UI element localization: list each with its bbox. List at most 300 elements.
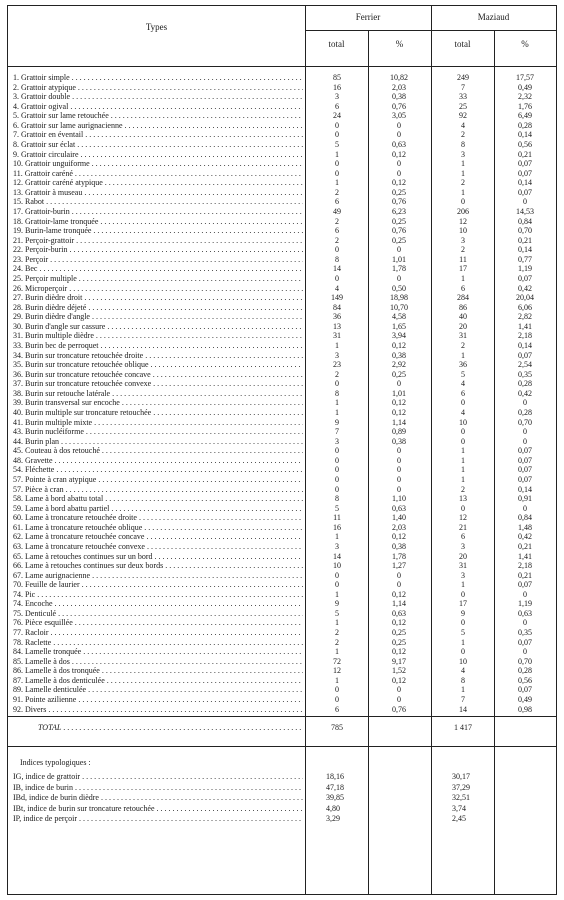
- total-rule-bottom: [8, 746, 556, 747]
- type-label: 23. Perçoir . . .: [13, 255, 303, 265]
- ferrier-percent-cell: 0: [397, 580, 401, 590]
- index-row: [8, 783, 556, 793]
- ferrier-percent-cell: 1,10: [392, 494, 406, 504]
- maziaud-percent-cell: 0,42: [518, 388, 532, 398]
- ferrier-percent-cell: 0,63: [392, 608, 406, 618]
- table-row: [8, 255, 556, 265]
- maziaud-percent-cell: 0,28: [518, 120, 532, 130]
- maziaud-total-cell: 249: [457, 73, 469, 82]
- maziaud-percent-cell: 6,06: [518, 302, 532, 312]
- ferrier-percent-cell: 1,01: [392, 388, 406, 398]
- ferrier-total-cell: 0: [335, 273, 339, 283]
- maziaud-percent-cell: 1,41: [518, 321, 532, 331]
- table-row: [8, 284, 556, 294]
- table-row: [8, 427, 556, 437]
- maziaud-percent-cell: 14,53: [516, 206, 534, 216]
- type-label: 4. Grattoir ogival . . .: [13, 102, 303, 112]
- maziaud-percent-header: %: [521, 39, 529, 49]
- ferrier-index-value: 4,80: [326, 803, 340, 813]
- header-rule: [8, 66, 556, 67]
- maziaud-percent-cell: 0,28: [518, 407, 532, 417]
- maziaud-percent-cell: 0,07: [518, 685, 532, 695]
- typology-table: [7, 5, 557, 895]
- type-label: 33. Burin bec de perroquet . . .: [13, 341, 303, 351]
- ferrier-percent-cell: 9,17: [392, 656, 406, 666]
- ferrier-total-cell: 2: [335, 369, 339, 379]
- type-label: 74. Pic . . .: [13, 590, 303, 600]
- table-row: [8, 111, 556, 121]
- type-label: 13. Grattoir à museau . . .: [13, 188, 303, 198]
- maziaud-percent-cell: 0,84: [518, 216, 532, 226]
- ferrier-total-cell: 16: [333, 82, 341, 92]
- ferrier-percent-cell: 0,25: [392, 216, 406, 226]
- maziaud-total-cell: 6: [461, 388, 465, 398]
- ferrier-total-cell: 0: [335, 120, 339, 130]
- table-row: [8, 590, 556, 600]
- ferrier-total-cell: 5: [335, 139, 339, 149]
- type-label: 29. Burin dièdre d'angle . . .: [13, 312, 303, 322]
- maziaud-percent-cell: 0,07: [518, 350, 532, 360]
- table-row: [8, 341, 556, 351]
- maziaud-percent-cell: 17,57: [516, 73, 534, 82]
- ferrier-total-cell: 0: [335, 446, 339, 456]
- ferrier-total-cell: 2: [335, 235, 339, 245]
- type-label: 43. Burin nucléiforme . . .: [13, 427, 303, 437]
- maziaud-percent-cell: 0,07: [518, 168, 532, 178]
- table-row: [8, 73, 556, 83]
- table-row: [8, 197, 556, 207]
- ferrier-percent-cell: 0: [397, 168, 401, 178]
- table-row: [8, 130, 556, 140]
- type-label: 57. Pointe à cran atypique . . .: [13, 475, 303, 485]
- type-label: 91. Pointe azilienne . . .: [13, 695, 303, 705]
- maziaud-percent-cell: 0,21: [518, 149, 532, 159]
- ferrier-total-cell: 49: [333, 206, 341, 216]
- maziaud-total-cell: 1: [461, 273, 465, 283]
- table-row: [8, 312, 556, 322]
- maziaud-percent-cell: 0,77: [518, 254, 532, 264]
- type-label: 30. Burin d'angle sur cassure . . .: [13, 322, 303, 332]
- maziaud-percent-cell: 0,63: [518, 608, 532, 618]
- ferrier-percent-cell: 0: [397, 130, 401, 140]
- maziaud-index-value: 2,45: [452, 814, 466, 823]
- table-row: [8, 647, 556, 657]
- table-row: [8, 638, 556, 648]
- type-label: 66. Lame à retouches continues sur deux bords . . .: [13, 561, 303, 571]
- maziaud-total-cell: 1: [461, 685, 465, 695]
- ferrier-total-cell: 8: [335, 388, 339, 398]
- table-row: [8, 236, 556, 246]
- type-label: 18. Grattoir-lame tronquée . . .: [13, 217, 303, 227]
- type-label: 89. Lamelle denticulée . . .: [13, 685, 303, 695]
- table-row: [8, 552, 556, 562]
- maziaud-percent-cell: 0,07: [518, 455, 532, 465]
- maziaud-total-cell: 0: [461, 503, 465, 513]
- ferrier-index-value: 18,16: [326, 772, 344, 781]
- type-label: 61. Lame à troncature retouchée oblique . . .: [13, 523, 303, 533]
- maziaud-total-cell: 2: [461, 178, 465, 188]
- maziaud-total-cell: 0: [461, 647, 465, 657]
- index-label: IBt, indice de burin sur troncature retouchée . . .: [13, 804, 303, 814]
- type-label: 65. Lame à retouches continues sur un bord . . .: [13, 552, 303, 562]
- ferrier-total-cell: 2: [335, 637, 339, 647]
- type-label: 31. Burin multiple dièdre . . .: [13, 331, 303, 341]
- table-row: [8, 465, 556, 475]
- table-row: [8, 446, 556, 456]
- ferrier-total-cell: 0: [335, 695, 339, 705]
- ferrier-total-cell: 1: [335, 675, 339, 685]
- type-label: 17. Grattoir-burin . . .: [13, 207, 303, 217]
- maziaud-percent-cell: 0,70: [518, 417, 532, 427]
- ferrier-percent-cell: 0: [397, 474, 401, 484]
- maziaud-percent-cell: 0: [523, 647, 527, 657]
- maziaud-percent-cell: 0,70: [518, 226, 532, 236]
- maziaud-percent-cell: 0,56: [518, 675, 532, 685]
- ferrier-total-cell: 8: [335, 494, 339, 504]
- ferrier-percent-cell: 0: [397, 379, 401, 389]
- ferrier-total-cell: 14: [333, 264, 341, 274]
- ferrier-total-cell: 0: [335, 474, 339, 484]
- table-row: [8, 609, 556, 619]
- table-row: [8, 494, 556, 504]
- table-row: [8, 666, 556, 676]
- table-row: [8, 485, 556, 495]
- maziaud-percent-cell: 0,35: [518, 628, 532, 638]
- index-label: IB, indice de burin . . .: [13, 783, 303, 793]
- type-label: 86. Lamelle à dos tronquée . . .: [13, 666, 303, 676]
- table-row: [8, 628, 556, 638]
- table-row: [8, 523, 556, 533]
- maziaud-total-cell: 2: [461, 340, 465, 350]
- type-label: 75. Denticulé . . .: [13, 609, 303, 619]
- maziaud-percent-cell: 0: [523, 618, 527, 628]
- maziaud-index-value: 37,29: [452, 782, 470, 792]
- table-row: [8, 121, 556, 131]
- maziaud-percent-cell: 1,41: [518, 551, 532, 561]
- maziaud-percent-cell: 0,28: [518, 379, 532, 389]
- type-label: 19. Burin-lame tronquée . . .: [13, 226, 303, 236]
- table-row: [8, 178, 556, 188]
- ferrier-index-value: 3,29: [326, 814, 340, 823]
- type-label: 37. Burin sur troncature retouchée convexe . . .: [13, 379, 303, 389]
- ferrier-index-value: 39,85: [326, 793, 344, 802]
- maziaud-percent-cell: 0: [523, 503, 527, 513]
- ferrier-total-cell: 5: [335, 503, 339, 513]
- maziaud-percent-cell: 0,07: [518, 637, 532, 647]
- type-label: 92. Divers . . .: [13, 705, 303, 715]
- maziaud-percent-cell: 20,04: [516, 293, 534, 303]
- maziaud-total-cell: 4: [461, 379, 465, 389]
- type-label: 5. Grattoir sur lame retouchée . . .: [13, 111, 303, 121]
- maziaud-total-cell: 0: [461, 589, 465, 599]
- table-row: [8, 504, 556, 514]
- ferrier-total-cell: 0: [335, 484, 339, 494]
- index-row: [8, 814, 556, 824]
- ferrier-percent-cell: 0: [397, 245, 401, 255]
- ferrier-total-cell: 85: [333, 73, 341, 82]
- type-label: 40. Burin multiple sur troncature retouchée . . .: [13, 408, 303, 418]
- maziaud-total-cell: 92: [459, 111, 467, 121]
- ferrier-percent-cell: 0: [397, 273, 401, 283]
- table-row: [8, 217, 556, 227]
- maziaud-total-cell: 12: [459, 513, 467, 523]
- table-row: [8, 370, 556, 380]
- total-row: [8, 722, 556, 734]
- type-label: 26. Microperçoir . . .: [13, 284, 303, 294]
- maziaud-percent-cell: 2,54: [518, 360, 532, 370]
- ferrier-percent-cell: 1,40: [392, 513, 406, 523]
- ferrier-total-cell: 1: [335, 149, 339, 159]
- header-divider: [305, 30, 556, 31]
- ferrier-total-header: total: [328, 39, 345, 49]
- maziaud-total-cell: 284: [457, 293, 469, 303]
- ferrier-total-cell: 1: [335, 178, 339, 188]
- ferrier-percent-cell: 3,94: [392, 331, 406, 341]
- ferrier-percent-cell: 0,12: [392, 398, 406, 408]
- table-row: [8, 532, 556, 542]
- maziaud-index-value: 3,74: [452, 803, 466, 813]
- maziaud-percent-cell: 0: [523, 427, 527, 437]
- type-label: 24. Bec . . .: [13, 264, 303, 274]
- ferrier-percent-cell: 10,82: [390, 73, 408, 82]
- table-row: [8, 456, 556, 466]
- ferrier-total-cell: 7: [335, 427, 339, 437]
- type-label: 84. Lamelle tronquée . . .: [13, 647, 303, 657]
- maziaud-total-cell: 3: [461, 541, 465, 551]
- maziaud-total-cell: 6: [461, 532, 465, 542]
- maziaud-total-cell: 0: [461, 436, 465, 446]
- maziaud-total-cell: 0: [461, 197, 465, 207]
- ferrier-index-value: 47,18: [326, 782, 344, 792]
- ferrier-total-cell: 1: [335, 398, 339, 408]
- maziaud-total-cell: 1: [461, 446, 465, 456]
- maziaud-total-cell: 1: [461, 168, 465, 178]
- type-label: 59. Lame à bord abattu partiel . . .: [13, 504, 303, 514]
- maziaud-percent-cell: 1,76: [518, 101, 532, 111]
- ferrier-percent-cell: 0: [397, 570, 401, 580]
- type-label: 74. Encoche . . .: [13, 599, 303, 609]
- ferrier-total-cell: 0: [335, 685, 339, 695]
- ferrier-total-cell: 6: [335, 197, 339, 207]
- type-label: 7. Grattoir en éventail . . .: [13, 130, 303, 140]
- maziaud-percent-cell: 0,14: [518, 484, 532, 494]
- maziaud-total-cell: 1: [461, 159, 465, 169]
- maziaud-total-cell: 2: [461, 245, 465, 255]
- maziaud-total-cell: 8: [461, 675, 465, 685]
- table-row: [8, 169, 556, 179]
- maziaud-percent-cell: 0,07: [518, 159, 532, 169]
- maziaud-total-cell: 4: [461, 120, 465, 130]
- ferrier-percent-cell: 0,76: [392, 226, 406, 236]
- maziaud-percent-cell: 1,19: [518, 264, 532, 274]
- ferrier-percent-cell: 0: [397, 120, 401, 130]
- table-row: [8, 580, 556, 590]
- maziaud-percent-cell: 0,14: [518, 130, 532, 140]
- table-row: [8, 389, 556, 399]
- maziaud-total-cell: 1: [461, 580, 465, 590]
- table-row: [8, 331, 556, 341]
- maziaud-total-cell: 3: [461, 235, 465, 245]
- maziaud-percent-cell: 0: [523, 436, 527, 446]
- ferrier-total-cell: 13: [333, 321, 341, 331]
- type-label: 70. Feuille de laurier . . .: [13, 580, 303, 590]
- maziaud-total-cell: 0: [461, 398, 465, 408]
- table-row: [8, 140, 556, 150]
- table-row: [8, 264, 556, 274]
- maziaud-percent-cell: 0,21: [518, 235, 532, 245]
- type-label: 60. Lame à troncature retouchée droite . . .: [13, 513, 303, 523]
- ferrier-total-cell: 24: [333, 111, 341, 121]
- maziaud-percent-cell: 0,07: [518, 465, 532, 475]
- maziaud-total-cell: 9: [461, 608, 465, 618]
- maziaud-total-cell: 6: [461, 283, 465, 293]
- maziaud-total-cell: 1: [461, 465, 465, 475]
- table-row: [8, 398, 556, 408]
- maziaud-percent-cell: 0,98: [518, 704, 532, 714]
- maziaud-total-cell: 1: [461, 350, 465, 360]
- ferrier-total-cell: 10: [333, 561, 341, 571]
- total-rule-top: [8, 716, 556, 717]
- ferrier-percent-cell: 1,78: [392, 264, 406, 274]
- ferrier-total-cell: 3: [335, 436, 339, 446]
- ferrier-total-cell: 4: [335, 283, 339, 293]
- table-row: [8, 618, 556, 628]
- table-row: [8, 226, 556, 236]
- type-label: 10. Grattoir unguiforme . . .: [13, 159, 303, 169]
- ferrier-percent-cell: 0,76: [392, 101, 406, 111]
- maziaud-total-cell: 8: [461, 139, 465, 149]
- ferrier-percent-cell: 0,25: [392, 369, 406, 379]
- ferrier-total-cell: 1: [335, 407, 339, 417]
- type-label: 12. Grattoir caréné atypique . . .: [13, 178, 303, 188]
- maziaud-total-cell: 0: [461, 427, 465, 437]
- maziaud-percent-cell: 2,18: [518, 561, 532, 571]
- table-row: [8, 102, 556, 112]
- type-label: 63. Lame à troncature retouchée convexe . . .: [13, 542, 303, 552]
- maziaud-percent-cell: 0: [523, 398, 527, 408]
- table-row: [8, 150, 556, 160]
- ferrier-total-cell: 72: [333, 656, 341, 666]
- ferrier-percent-header: %: [395, 39, 404, 49]
- type-label: 15. Rabot . . .: [13, 197, 303, 207]
- maziaud-percent-cell: 2,18: [518, 331, 532, 341]
- maziaud-percent-cell: 0,42: [518, 532, 532, 542]
- maziaud-percent-cell: 6,49: [518, 111, 532, 121]
- types-header: Types: [145, 22, 168, 32]
- table-row: [8, 322, 556, 332]
- maziaud-percent-cell: 0,56: [518, 139, 532, 149]
- type-label: 77. Racloir . . .: [13, 628, 303, 638]
- ferrier-total-cell: 0: [335, 130, 339, 140]
- ferrier-percent-cell: 0,25: [392, 187, 406, 197]
- type-label: 36. Burin sur troncature retouchée concave . . .: [13, 370, 303, 380]
- maziaud-percent-cell: 0,91: [518, 494, 532, 504]
- maziaud-percent-cell: 0,21: [518, 570, 532, 580]
- maziaud-total-cell: 2: [461, 484, 465, 494]
- ferrier-percent-cell: 0,25: [392, 637, 406, 647]
- maziaud-total-cell: 10: [459, 656, 467, 666]
- table-row: [8, 408, 556, 418]
- ferrier-total-value: 785: [331, 723, 343, 732]
- maziaud-total-cell: 17: [459, 599, 467, 609]
- ferrier-percent-cell: 1,14: [392, 599, 406, 609]
- maziaud-total-cell: 3: [461, 570, 465, 580]
- type-label: 78. Raclette . . .: [13, 638, 303, 648]
- type-label: 67. Lame aurignacienne . . .: [13, 571, 303, 581]
- ferrier-total-cell: 0: [335, 580, 339, 590]
- type-label: 38. Burin sur retouche latérale . . .: [13, 389, 303, 399]
- maziaud-total-cell: 31: [459, 561, 467, 571]
- ferrier-percent-cell: 1,27: [392, 561, 406, 571]
- maziaud-total-cell: 86: [459, 302, 467, 312]
- maziaud-total-cell: 20: [459, 551, 467, 561]
- maziaud-total-cell: 7: [461, 82, 465, 92]
- ferrier-percent-cell: 0: [397, 455, 401, 465]
- maziaud-total-cell: 4: [461, 407, 465, 417]
- ferrier-percent-cell: 0,38: [392, 350, 406, 360]
- maziaud-percent-cell: 0: [523, 589, 527, 599]
- ferrier-total-cell: 1: [335, 647, 339, 657]
- maziaud-percent-cell: 0,07: [518, 446, 532, 456]
- maziaud-percent-cell: 1,19: [518, 599, 532, 609]
- type-label: 25. Perçoir multiple . . .: [13, 274, 303, 284]
- ferrier-percent-cell: 0: [397, 685, 401, 695]
- maziaud-total-cell: 1: [461, 474, 465, 484]
- type-label: 28. Burin dièdre déjeté . . .: [13, 303, 303, 313]
- maziaud-total-cell: 17: [459, 264, 467, 274]
- maziaud-total-cell: 12: [459, 216, 467, 226]
- index-label: IBd, indice de burin dièdre . . .: [13, 793, 303, 803]
- ferrier-total-cell: 8: [335, 254, 339, 264]
- ferrier-percent-cell: 0,25: [392, 235, 406, 245]
- maziaud-percent-cell: 0,42: [518, 283, 532, 293]
- maziaud-percent-cell: 0,07: [518, 474, 532, 484]
- type-label: 27. Burin dièdre droit . . .: [13, 293, 303, 303]
- table-row: [8, 676, 556, 686]
- ferrier-percent-cell: 0,38: [392, 541, 406, 551]
- maziaud-total-cell: 10: [459, 226, 467, 236]
- maziaud-percent-cell: 0,07: [518, 187, 532, 197]
- ferrier-percent-cell: 2,03: [392, 82, 406, 92]
- maziaud-percent-cell: 2,82: [518, 312, 532, 322]
- ferrier-percent-cell: 0,12: [392, 675, 406, 685]
- table-row: [8, 245, 556, 255]
- maziaud-percent-cell: 0,14: [518, 245, 532, 255]
- maziaud-index-value: 32,51: [452, 793, 470, 802]
- ferrier-total-cell: 9: [335, 599, 339, 609]
- maziaud-total-cell: 10: [459, 417, 467, 427]
- indices-heading: Indices typologiques :: [20, 758, 91, 767]
- table-row: [8, 207, 556, 217]
- maziaud-percent-cell: 0: [523, 197, 527, 207]
- ferrier-total-cell: 6: [335, 226, 339, 236]
- maziaud-total-cell: 20: [459, 321, 467, 331]
- table-row: [8, 351, 556, 361]
- type-label: 8. Grattoir sur éclat . . .: [13, 140, 303, 150]
- ferrier-percent-cell: 4,58: [392, 312, 406, 322]
- maziaud-percent-cell: 0,07: [518, 580, 532, 590]
- table-row: [8, 475, 556, 485]
- index-label: IG, indice de grattoir . . .: [13, 772, 303, 782]
- table-row: [8, 657, 556, 667]
- maziaud-total-header: total: [454, 39, 471, 49]
- type-label: 22. Perçoir-burin . . .: [13, 245, 303, 255]
- ferrier-percent-cell: 0,76: [392, 704, 406, 714]
- ferrier-percent-cell: 0,12: [392, 647, 406, 657]
- maziaud-percent-cell: 0,35: [518, 369, 532, 379]
- maziaud-percent-cell: 0,84: [518, 513, 532, 523]
- type-label: 44. Burin plan . . .: [13, 437, 303, 447]
